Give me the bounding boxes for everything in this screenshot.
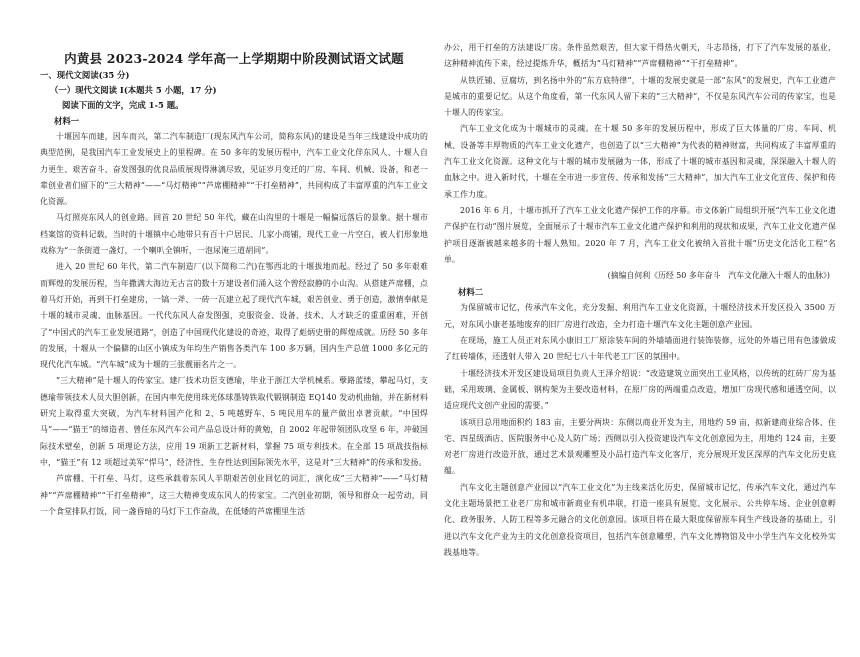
right-column <box>444 40 836 647</box>
page-title: 内黄县 2023-2024 学年高一上学期期中阶段测试语文试题 <box>64 51 404 66</box>
paragraph: 汽车工业文化成为十堰城市的灵魂。在十堰 50 多年的发展历程中，形成了巨大体量的厂房、车间、机械、设备等丰厚物质的汽车工业文化遗产，也创造了以“三大精神”为代表的精神财富，共同构成了丰富厚重的汽车工业文化资源。这种文化与十堰的城市发展融为一体，形成了十堰的城市基因和灵魂，深深融入十堰人的血脉之中。进入新时代，十堰在全市进一步宣传、传承和发扬“三大精神”，加大汽车工业文化宣传、保护和传承工作力度。 <box>444 124 836 199</box>
material-two-label: 材料二 <box>458 287 484 298</box>
paragraph: 十堰经济技术开发区建设局项目负责人王泽介绍说：“改造建筑立面突出工业风格，以传统的红砖厂房为基础，采用玻璃、金属板、钢构架为主要改造材料，在原厂房的两端重点改造，增加厂房现代感和通透空间，以适应现代文创产业园的需要。” <box>444 368 836 411</box>
material-one-label: 材料一 <box>54 116 80 126</box>
paragraph: 从铁匠铺、豆腐坊，到名扬中外的“东方底特律”，十堰的发展史就是一部“东风”的发展史，汽车工业遗产是城市的重要记忆。从这个角度看，第一代东风人留下来的“三大精神”，不仅是东风汽车公司的传家宝，也是十堰人的传家宝。 <box>444 75 836 118</box>
instruction-text: 阅读下面的文字，完成 1-5 题。 <box>62 100 184 110</box>
paragraph: 为保留城市记忆，传承汽车文化，充分发掘、利用汽车工业文化资源，十堰经济技术开发区投入 3500 万元，对东风小康老基地废弃的旧厂房进行改造，全力打造十堰汽车文化主题创意产业园。 <box>444 303 836 329</box>
subsection-heading: （一）现代文阅读 I(本题共 5 小题，17 分) <box>50 85 217 95</box>
left-column <box>40 50 428 657</box>
paragraph: 马灯照亮东风人的创业路。回首 20 世纪 50 年代，藏在山沟里的十堰是一幅偏远落后的景象。据十堰市档案馆的资料记载，当时的十堰镇中心地带只有百十户居民、几家小商铺，现代工业一片空白，被人们形象地戏称为“一条街道一盏灯，一个喇叭全镇听，一泡尿淹三道胡同”。 <box>40 213 428 256</box>
paragraph: 汽车文化主题创意产业园以“汽车工业文化”为主线来活化历史，保留城市记忆，传承汽车文化，通过汽车文化主题场景把工业老厂房和城市新商业有机串联，打造一座具有展览、文化展示、公共停车场、企业创意孵化、政务服务、人防工程等多元融合的文化创意园。该项目将在最大限度保留原车间生产线设备的基础上，引进以汽车文化产业为主的文化创意投资项目，包括汽车创意雕塑、汽车文化博物馆及中小学生汽车文化校外实践基地等。 <box>444 482 836 557</box>
source-citation: (摘编自何利《历经 50 多年奋斗 汽车文化融入十堰人的血脉》) <box>607 271 830 281</box>
paragraph: 芦席棚、干打垒、马灯，这些承载着东风人半期艰苦创业回忆的词汇，演化成“三大精神”——“马灯精神”“芦席棚精神”“干打垒精神”，这三大精神变成东风人的传家宝。二汽创业初期，领导和群众一起劳动，同一个食堂排队打饭，同一盏昏暗的马灯下工作奋战，在低矮的芦席棚里生活 <box>40 474 428 516</box>
paragraph-continued: 办公，用干打垒的方法建设厂房。条件虽然艰苦，但大家干得热火朝天，斗志昂扬，打下了汽车发展的基业，这种精神流传下来，经过提炼升华，概括为“马灯精神”“芦席棚精神”“干打垒精神”。 <box>444 43 836 69</box>
paragraph: 2016 年 6 月，十堰市抓开了汽车工业文化遗产保护工作的序幕。市文体新广局组织开展“汽车工业文化遗产保护在行动”图片展览，全面展示了十堰市汽车工业文化遗产保护和利用的现状和成果，汽车工业文化遗产保护项目逐渐被越来越多的十堰人熟知。2020 年 7 月，汽车工业文化被纳入首批十堰“历史文化活化工程”名单。 <box>444 205 836 264</box>
paragraph: 十堰因车而建，因车而兴，第二汽车制造厂(现东风汽车公司，简称东风)的建设是当年三线建设中成功的典型范例，是我国汽车工业发展史上的里程碑。在 50 多年的发展历程中，汽车工业文化伴东风人、十堰人自力更生、艰苦奋斗、奋发图强的优良品质展现得淋漓尽致，见证岁月变迁的厂房、车间、机械、设备，和老一辈创业者们留下的“三大精神”——“马灯精神”“芦席棚精神”“干打垒精神”，共同构成了丰富厚重的汽车工业文化资源。 <box>40 132 428 207</box>
paragraph: 进入 20 世纪 60 年代，第二汽车制造厂(以下简称二汽)在鄂西北的十堰拔地而起。经过了 50 多年艰难而辉煌的发展历程，当年撒满大海边无古言的数十万建设者们涌入这个曾经寂静的小山沟。从搭建芦席棚，点着马灯开始，再到干打垒建房，一镐一斧、一砖一瓦建立起了现代汽车城，艰苦创业、勇于创造，激情奉献是十堰的城市灵魂、血脉基因。一代代东风人奋发图强，克服资金、设备、技术、人才缺乏的重重困难，开创了“中国式的汽车工业发展道路”，创造了中国现代化建设的奇迹，取得了彪炳史册的辉煌成就。历经 50 多年的发展，十堰从一个偏僻的山区小镇成为年均生产销售各类汽车 100 多万辆，国内生产总值 1000 多亿元的现代化汽车城。“汽车城”成为十堰的三张靓丽名片之一。 <box>40 262 428 370</box>
section-heading: 一、现代文阅读(35 分) <box>40 70 130 80</box>
paragraph: 该项目总用地面积约 183 亩，主要分两块：东侧以商业开发为主，用地约 59 亩，拟新建商业综合体、住宅、四星级酒店、医院服务中心及人防广场；西侧以引入投资建设汽车文化创意园为主，用地约 124 亩，主要对老厂房进行改造开放，通过艺术景观雕塑及小品打造汽车文化客厅，充分展现开发区深厚的汽车文化历史底蕴。 <box>444 417 836 476</box>
paragraph: 在现场，施工人员正对东风小康旧工厂原涂装车间的外墙墙面进行装饰装修，远处的外墙已用有色漆做成了红砖墙体，还透射人带入 20 世纪七八十年代老工厂区的氛围中。 <box>444 336 836 362</box>
paragraph: “三大精神”是十堰人的传家宝。建厂技术功臣支德瑜，毕业于浙江大学机械系。孽路蓝缕，攀起马灯，支德瑜带领技术人员大胆创新，在国内率先使用珠光体球墨铸铁取代锻钢制造 EQ140 发动机曲轴，并在新材料研究上取得重大突破，为汽车材料国产化和 2、5 吨越野车、5 吨民用车的量产做出卓著贡献。“中国焊马”——“猫王”的缔造者、曾任东风汽车公司产品总设计师的黄勉，自 2002 年起带领团队攻坚 6 年，冲破国际技术壁垒，创新 5 项理论方法，应用 19 项新工艺新材料，掌握 75 项专利技术。在全部 15 项战技指标中，“猫王”有 12 项超过美军“悍马”，经济性、生存性达到国际领先水平，这是对“三大精神”的传承和发扬。 <box>40 376 428 467</box>
